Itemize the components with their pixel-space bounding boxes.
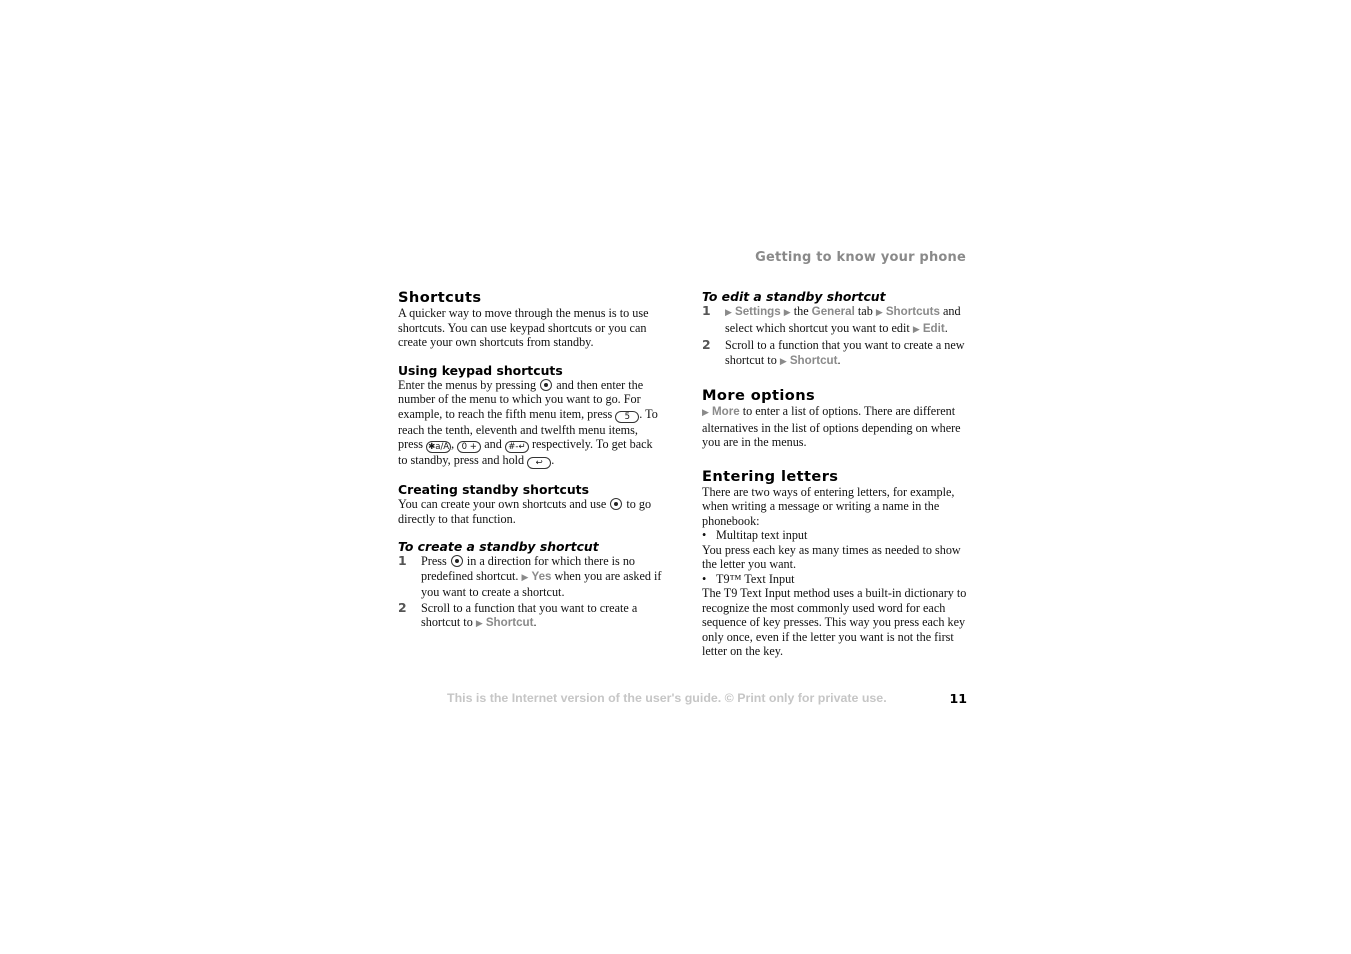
create-step-1 bbox=[398, 554, 664, 600]
entering-letters-intro: There are two ways of entering letters, for example, when writing a message or writing a name in the phonebook: bbox=[702, 484, 955, 528]
joystick-icon bbox=[610, 498, 622, 510]
section-title: Getting to know your phone bbox=[755, 250, 966, 265]
step-text: Scroll to a function that you want to create a new shortcut to ▶ Shortcut. bbox=[725, 338, 965, 367]
more-options-body: ▶ More to enter a list of options. There are different alternatives in the list of options depending on where you are in the menus. bbox=[702, 404, 961, 449]
t9-description: The T9 Text Input method uses a built-in dictionary to recognize the most commonly used word for each sequence of key presses. This way you press each key only once, even if the letter you want is not the first letter on the key. bbox=[702, 586, 967, 658]
step-text: ▶ Settings ▶ the General tab ▶ Shortcuts and select which shortcut you want to edit ▶ Edit. bbox=[725, 304, 961, 335]
entering-letters-heading: Entering letters bbox=[702, 467, 839, 485]
shortcuts-body: A quicker way to move through the menus is to use shortcuts. You can use keypad shortcuts or you can create your own shortcuts from standby. bbox=[398, 306, 649, 349]
arrow-icon: ▶ bbox=[875, 308, 883, 318]
key-5-icon: 5 bbox=[615, 411, 639, 423]
bullet-dot-icon: • bbox=[702, 528, 707, 542]
step-number: 2 bbox=[702, 337, 711, 352]
bullet-dot-icon: • bbox=[702, 571, 707, 586]
ui-label-shortcut: Shortcut bbox=[789, 353, 838, 367]
page-number: 11 bbox=[949, 691, 967, 706]
step-number: 2 bbox=[398, 599, 407, 615]
step-text: Press in a direction for which there is no predefined shortcut. ▶ Yes when you are asked if you want to create a shortcut. bbox=[421, 554, 662, 599]
back-key-icon: ↩ bbox=[527, 457, 551, 469]
shortcuts-heading: Shortcuts bbox=[398, 289, 482, 306]
bullet-multitap: • Multitap text input bbox=[702, 528, 808, 542]
arrow-icon: ▶ bbox=[702, 408, 709, 418]
right-column bbox=[702, 289, 968, 659]
ui-label-edit: Edit bbox=[922, 321, 945, 335]
arrow-icon: ▶ bbox=[521, 572, 529, 583]
left-column bbox=[398, 289, 664, 632]
edit-step-1 bbox=[702, 304, 968, 337]
ui-label-yes: Yes bbox=[531, 569, 552, 583]
edit-step-2 bbox=[702, 338, 968, 369]
more-options-heading: More options bbox=[702, 387, 816, 404]
arrow-icon: ▶ bbox=[783, 308, 791, 318]
keypad-shortcuts-body: Enter the menus by pressing and then enter the number of the menu to which you want to go. For example, to reach the fifth menu item, press 5 . To reach the tenth, eleventh and twelfth menu items, press ✱a/A , 0 + and #-↵ respectively. To get back to standby, press and hold ↩ . bbox=[398, 377, 658, 468]
creating-shortcuts-body: You can create your own shortcuts and use to go directly to that function. bbox=[398, 497, 652, 526]
joystick-icon bbox=[540, 379, 552, 391]
edit-shortcut-heading: To edit a standby shortcut bbox=[702, 289, 886, 304]
footer-note: This is the Internet version of the user's guide. © Print only for private use. bbox=[447, 691, 887, 705]
creating-shortcuts-heading: Creating standby shortcuts bbox=[398, 482, 589, 497]
arrow-icon: ▶ bbox=[779, 356, 787, 367]
arrow-icon: ▶ bbox=[725, 308, 732, 318]
ui-label-shortcut: Shortcut bbox=[485, 616, 534, 629]
page-footer bbox=[447, 691, 967, 705]
step-number: 1 bbox=[398, 553, 407, 568]
keypad-shortcuts-heading: Using keypad shortcuts bbox=[398, 362, 563, 378]
step-number: 1 bbox=[702, 303, 711, 318]
arrow-icon: ▶ bbox=[912, 324, 920, 335]
ui-label-settings: Settings bbox=[734, 305, 781, 318]
key-star-icon: ✱a/A bbox=[428, 442, 450, 452]
arrow-icon: ▶ bbox=[475, 619, 483, 629]
create-step-2 bbox=[398, 601, 664, 632]
ui-label-more: More bbox=[711, 405, 740, 418]
create-shortcut-heading: To create a standby shortcut bbox=[398, 539, 599, 554]
step-text: Scroll to a function that you want to create a shortcut to ▶ Shortcut. bbox=[421, 600, 638, 629]
bullet-t9: • T9™ Text Input bbox=[702, 571, 795, 586]
ui-label-shortcuts: Shortcuts bbox=[885, 305, 940, 318]
ui-label-general: General bbox=[811, 305, 855, 318]
key-hash-icon: #-↵ bbox=[505, 441, 529, 453]
key-zero-icon: 0 + bbox=[457, 441, 481, 453]
joystick-icon bbox=[451, 555, 463, 567]
multitap-description: You press each key as many times as needed to show the letter you want. bbox=[702, 542, 961, 571]
